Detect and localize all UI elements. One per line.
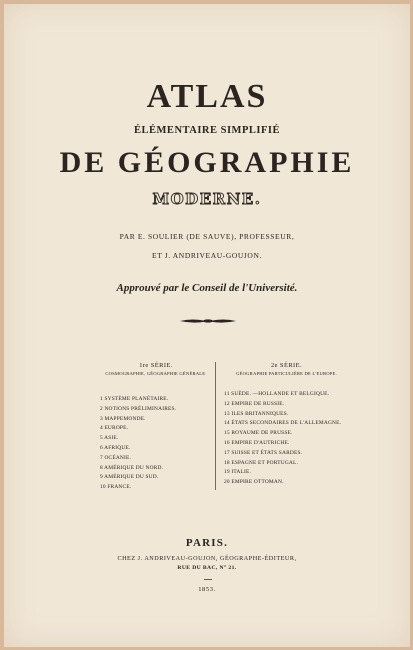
list-item: 9 AMÉRIQUE DU SUD.: [100, 474, 159, 481]
list-item: 19 ITALIE.: [224, 469, 252, 476]
imprint-city: PARIS.: [185, 537, 229, 549]
title-atlas: ATLAS: [146, 78, 268, 115]
list-item: 20 EMPIRE OTTOMAN.: [224, 479, 284, 486]
list-item: 4 EUROPE.: [100, 425, 129, 432]
approval-line: Approuvé par le Conseil de l'Université.: [116, 282, 298, 294]
list-item: 16 EMPIRE D'AUTRICHE.: [224, 439, 290, 446]
list-item: 6 AFRIQUE.: [100, 444, 131, 451]
series-1-column: [100, 362, 212, 494]
list-item: 13 ILES BRITANNIQUES.: [224, 410, 289, 417]
ornament-flourish-icon: [178, 317, 238, 325]
series-1-list: [100, 396, 212, 494]
title-page: [4, 4, 410, 647]
imprint-dash: [204, 579, 212, 580]
series-2-list: [224, 391, 349, 489]
column-divider: [215, 362, 216, 490]
series-1-heading: 1re SÉRIE.: [139, 362, 173, 369]
title-subtitle: ÉLÉMENTAIRE SIMPLIFIÉ: [134, 125, 280, 136]
list-item: 14 ÉTATS SECONDAIRES DE L'ALLEMAGNE.: [224, 420, 342, 427]
author-line-1: PAR E. SOULIER (DE SAUVE), PROFESSEUR,: [119, 232, 295, 241]
imprint-year: 1853.: [198, 586, 216, 593]
list-item: 18 ESPAGNE ET PORTUGAL.: [224, 459, 299, 466]
list-item: 2 NOTIONS PRÉLIMINAIRES.: [100, 405, 177, 412]
title-geographie: DE GÉOGRAPHIE: [59, 146, 355, 179]
series-1-subheading: COSMOGRAPHIE, GÉOGRAPHIE GÉNÉRALE.: [105, 371, 207, 376]
list-item: 17 SUISSE ET ÉTATS SARDES.: [224, 449, 303, 456]
list-item: 8 AMÉRIQUE DU NORD.: [100, 464, 164, 471]
imprint-address: RUE DU BAC, N° 21.: [177, 565, 237, 571]
series-2-subheading: GÉOGRAPHIE PARTICULIÈRE DE L'EUROPE.: [236, 371, 337, 376]
list-item: 12 EMPIRE DE RUSSIE.: [224, 400, 285, 407]
list-item: 7 OCÉANIE.: [100, 454, 132, 461]
list-item: 11 SUÈDE. —HOLLANDE ET BELGIQUE.: [224, 391, 330, 397]
author-line-2: ET J. ANDRIVEAU-GOUJON.: [152, 251, 262, 260]
series-2-column: [224, 362, 349, 489]
series-2-heading: 2e SÉRIE.: [270, 362, 303, 369]
title-moderne: MODERNE.: [152, 190, 262, 208]
list-item: 10 FRANCE.: [100, 484, 132, 491]
list-item: 5 ASIE.: [100, 435, 119, 442]
list-item: 3 MAPPEMONDE.: [100, 415, 146, 422]
imprint-publisher: CHEZ J. ANDRIVEAU-GOUJON, GÉOGRAPHE-ÉDITEUR,: [117, 555, 297, 562]
list-item: 15 ROYAUME DE PRUSSE.: [224, 430, 293, 437]
list-item: 1 SYSTÈME PLANÉTAIRE.: [100, 396, 169, 402]
